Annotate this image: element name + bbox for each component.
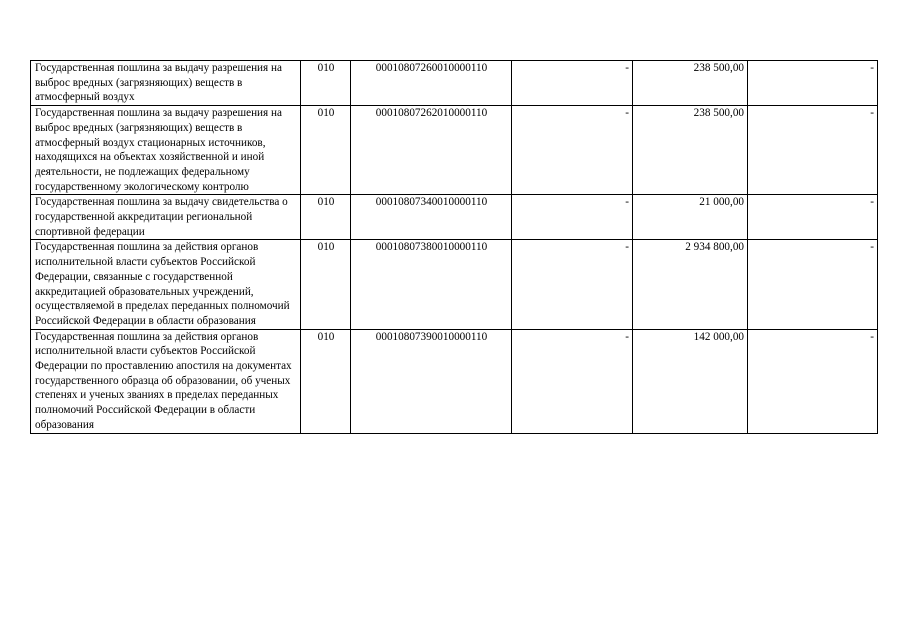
- approved-cell: [512, 195, 633, 240]
- executed-value: 2 934 800,00: [685, 241, 744, 254]
- unexecuted-cell: [748, 329, 878, 433]
- income-code: 00010807380010000110: [375, 241, 488, 254]
- approved-value: -: [625, 107, 629, 120]
- unexecuted-value: -: [870, 107, 874, 120]
- income-code: 00010807260010000110: [375, 62, 488, 74]
- income-name-cell: [31, 195, 301, 240]
- table-row: [31, 61, 878, 106]
- income-name-cell: [31, 61, 301, 106]
- approved-value: -: [625, 62, 629, 74]
- unexecuted-value: -: [870, 62, 874, 74]
- income-code-cell: [351, 195, 512, 240]
- unexecuted-value: -: [870, 330, 874, 343]
- budget-income-table: [30, 60, 878, 434]
- income-name: Государственная пошлина за действия органов исполнительной власти субъектов Российской Федерации по проставлению апостиля на документах государственного образца об образовании, об ученых степенях и ученых званиях в пределах переданных полномочий Российской Федерации в области образования: [35, 330, 292, 431]
- table-row: [31, 240, 878, 329]
- line-code-cell: [301, 106, 351, 195]
- executed-cell: [633, 195, 748, 240]
- document-page: [30, 60, 877, 434]
- unexecuted-value: -: [870, 196, 874, 209]
- unexecuted-value: -: [870, 241, 874, 254]
- unexecuted-cell: [748, 106, 878, 195]
- unexecuted-cell: [748, 240, 878, 329]
- income-code-cell: [351, 106, 512, 195]
- executed-value: 238 500,00: [693, 107, 744, 120]
- income-name-cell: [31, 240, 301, 329]
- table-row: [31, 195, 878, 240]
- table-row: [31, 329, 878, 433]
- executed-cell: [633, 106, 748, 195]
- income-name: Государственная пошлина за выдачу разрешения на выброс вредных (загрязняющих) веществ в атмосферный воздух стационарных источников, находящихся на объектах хозяйственной и иной деятельности, не подлежащих федеральному государственному экологическому контролю: [35, 107, 282, 193]
- executed-value: 21 000,00: [699, 196, 744, 209]
- line-code: 010: [317, 62, 335, 74]
- executed-cell: [633, 329, 748, 433]
- line-code-cell: [301, 329, 351, 433]
- approved-value: -: [625, 330, 629, 343]
- line-code-cell: [301, 61, 351, 106]
- executed-value: 238 500,00: [693, 62, 744, 74]
- approved-cell: [512, 106, 633, 195]
- income-code: 00010807262010000110: [375, 107, 488, 120]
- executed-cell: [633, 240, 748, 329]
- income-name: Государственная пошлина за выдачу свидетельства о государственной аккредитации региональной спортивной федерации: [35, 196, 288, 238]
- line-code: 010: [317, 330, 335, 343]
- approved-value: -: [625, 241, 629, 254]
- line-code: 010: [317, 241, 335, 254]
- line-code-cell: [301, 195, 351, 240]
- executed-value: 142 000,00: [693, 330, 744, 343]
- approved-cell: [512, 61, 633, 106]
- approved-cell: [512, 329, 633, 433]
- line-code: 010: [317, 107, 335, 120]
- income-code-cell: [351, 61, 512, 106]
- executed-cell: [633, 61, 748, 106]
- income-code-cell: [351, 329, 512, 433]
- income-code-cell: [351, 240, 512, 329]
- income-name: Государственная пошлина за действия органов исполнительной власти субъектов Российской Федерации, связанные с государственной аккредитацией образовательных учреждений, осуществляемой в пределах переданных полномочий Российской Федерации в области образования: [35, 241, 290, 327]
- approved-cell: [512, 240, 633, 329]
- table-row: [31, 106, 878, 195]
- income-name-cell: [31, 329, 301, 433]
- line-code-cell: [301, 240, 351, 329]
- line-code: 010: [317, 196, 335, 209]
- approved-value: -: [625, 196, 629, 209]
- income-code: 00010807390010000110: [375, 330, 488, 343]
- unexecuted-cell: [748, 195, 878, 240]
- income-name: Государственная пошлина за выдачу разрешения на выброс вредных (загрязняющих) веществ в атмосферный воздух: [35, 62, 282, 104]
- income-name-cell: [31, 106, 301, 195]
- unexecuted-cell: [748, 61, 878, 106]
- income-code: 00010807340010000110: [375, 196, 488, 209]
